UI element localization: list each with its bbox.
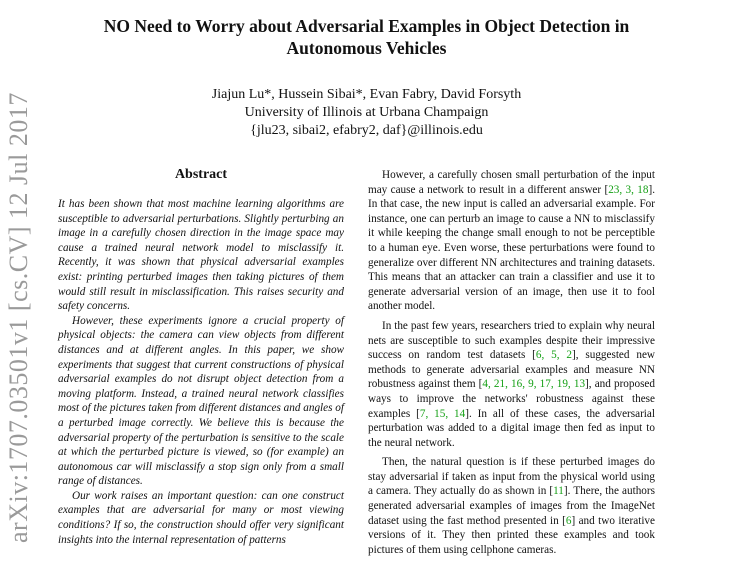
body-text: ] and two iterative versions of it. They then printed these examples and took pictures of them using cellphone cameras. — [368, 514, 655, 556]
paper-title — [40, 15, 693, 59]
body-text: However, a carefully chosen small perturbation of the input may cause a network to result in a different answer [ — [368, 169, 655, 196]
body-text: ], and proposed ways to improve the networks' robustness against these examples [ — [368, 378, 655, 420]
abstract-paragraph-2: However, these experiments ignore a crucial property of physical objects: the camera can view objects from different distances and at different angles. In this paper, we show experiments that suggest that current constructions of physical adversarial examples do not disrupt object detection from a moving platform. Instead, a trained neural network classifies most of the pictures taken from different distances and angles of a perturbed image correctly. We believe this is because the adversarial property of the perturbation is sensitive to the scale at which the perturbed picture is viewed, so (for example) an autonomous car will misclassify a stop sign only from a small range of distances. — [58, 314, 344, 488]
author-block — [40, 86, 693, 140]
citation-link[interactable]: 23, 3, 18 — [608, 183, 649, 196]
citation-link[interactable]: 7, 15, 14 — [419, 407, 466, 420]
citation-link[interactable]: 6 — [565, 514, 572, 527]
body-text: In the past few years, researchers tried to explain why neural nets are susceptible to such examples despite their impressive success on random test datasets [ — [368, 319, 655, 362]
citation-link[interactable]: 6, 5, 2 — [535, 349, 572, 362]
author-names: Jiajun Lu*, Hussein Sibai*, Evan Fabry, David Forsyth — [211, 87, 522, 102]
body-text: Then, the natural question is if these perturbed images do stay adversarial if taken as input from the physical world using a camera. They actually do as shown in [ — [368, 456, 655, 498]
paper-title-line-1: NO Need to Worry about Adversarial Examples in Object Detection in — [103, 16, 630, 36]
author-emails: {jlu23, sibai2, efabry2, daf}@illinois.edu — [250, 123, 483, 138]
body-paragraph-1 — [368, 168, 655, 314]
paper-title-line-2: Autonomous Vehicles — [286, 38, 447, 58]
abstract-heading: Abstract — [174, 167, 228, 182]
abstract-paragraph-3: Our work raises an important question: can one construct examples that are adversarial for many or most viewing conditions? If so, the construction should offer very significant insights into the internal representation of patterns — [58, 489, 344, 546]
body-text: ]. In all of these cases, the adversarial perturbation was added to a digital image then fed as input to the neural network. — [368, 407, 655, 449]
left-column — [58, 166, 344, 547]
body-paragraph-3 — [368, 455, 655, 557]
body-text: ]. There, the authors generated adversarial examples of images from the ImageNet dataset using the fast method presented in [ — [368, 485, 655, 527]
body-text: ]. In that case, the new input is called an adversarial example. For instance, one can perturb an image to cause a NN to misclassify it while keeping the change small enough to not be perceptible to a human eye. Even worse, these perturbations were found to generalize over different NN architectures and training datasets. This means that an attacker can train a classifier and use it to generate adversarial version of an image, then use it to fool another model. — [368, 183, 655, 313]
right-column — [368, 168, 655, 562]
body-text: ], suggested new methods to generate adversarial examples and measure NN robustness against them [ — [368, 349, 655, 391]
abstract-paragraph-1: It has been shown that most machine learning algorithms are susceptible to adversarial perturbations. Slightly perturbing an image in a carefully chosen direction in the image space may cause a trained neural network model to misclassify it. Recently, it was shown that physical adversarial examples exist: printing perturbed images then taking pictures of them would still result in misclassification. This raises security and safety concerns. — [58, 198, 344, 313]
arxiv-identifier-stamp: arXiv:1707.03501v1 [cs.CV] 12 Jul 2017 — [4, 92, 33, 543]
citation-link[interactable]: 11 — [553, 485, 564, 498]
body-paragraph-2 — [368, 319, 655, 450]
citation-link[interactable]: 4, 21, 16, 9, 17, 19, 13 — [482, 378, 586, 391]
author-affiliation: University of Illinois at Urbana Champaign — [244, 105, 489, 120]
